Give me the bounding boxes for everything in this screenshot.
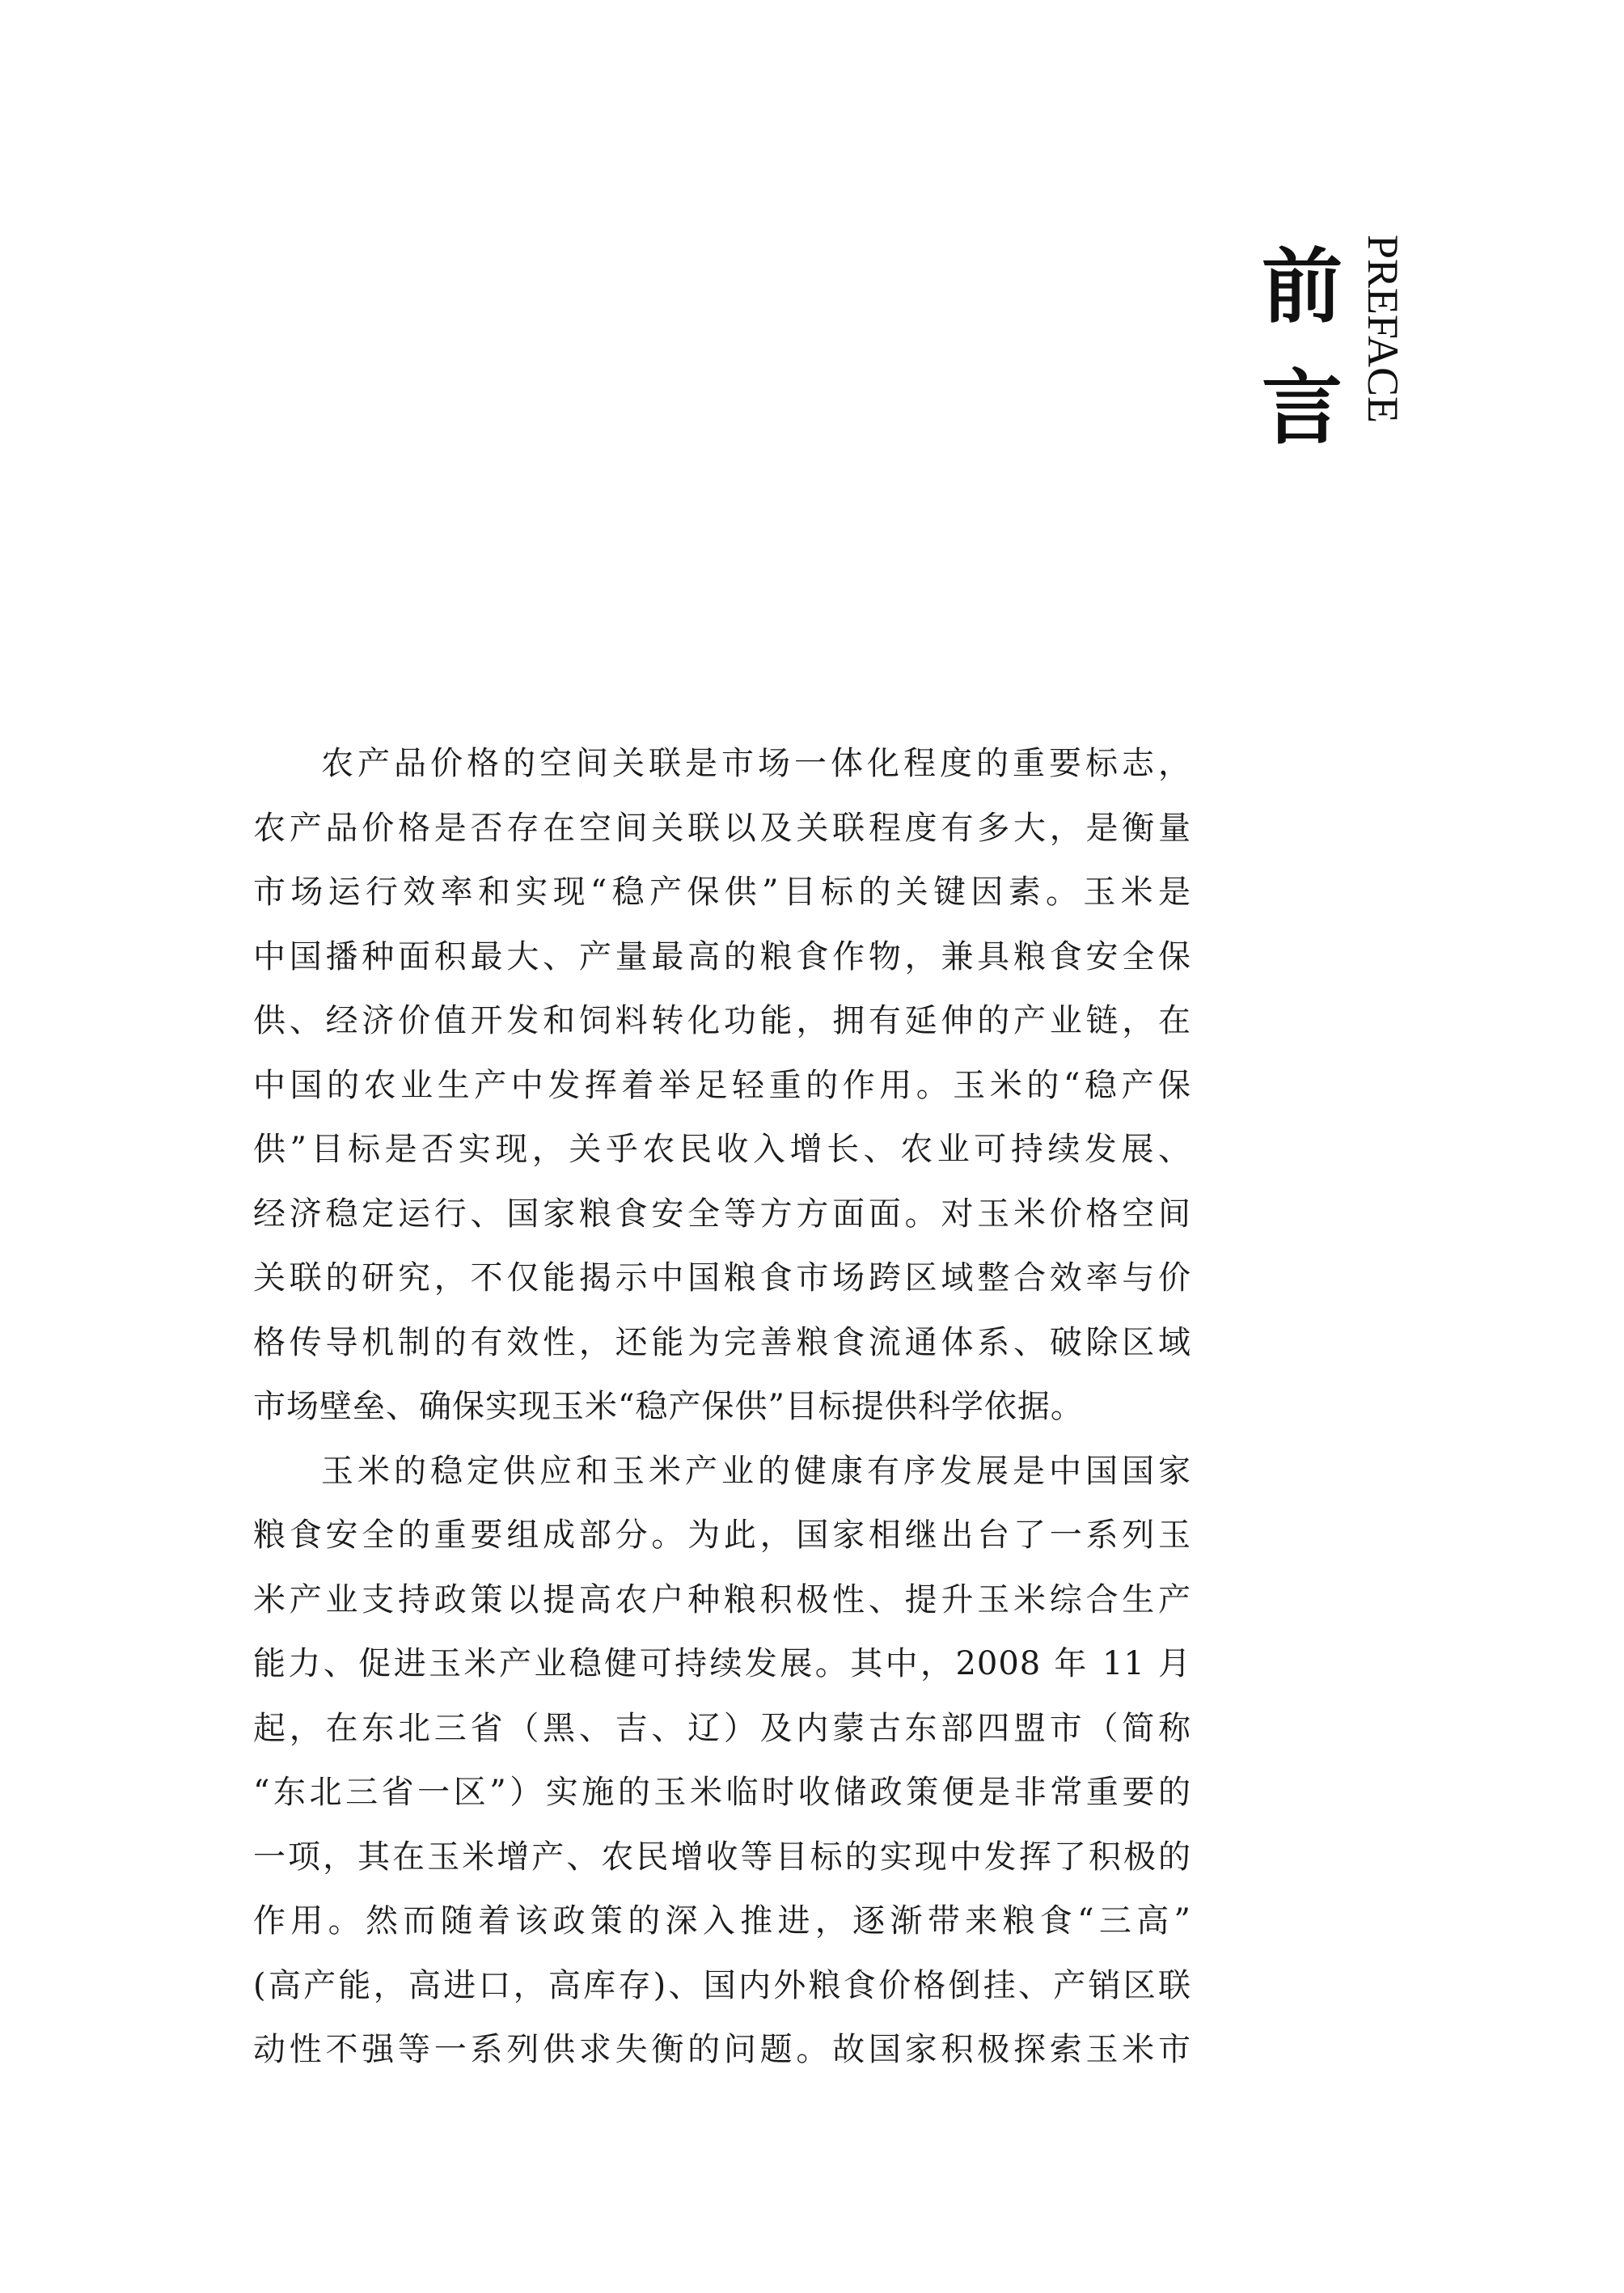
text-line: 中国的农业生产中发挥着举足轻重的作用。玉米的“稳产保 bbox=[253, 1066, 1191, 1104]
text-line: 米产业支持政策以提高农户种粮积极性、提升玉米综合生产 bbox=[253, 1580, 1191, 1618]
text-line: 粮食安全的重要组成部分。为此，国家相继出台了一系列玉 bbox=[253, 1517, 1191, 1554]
paragraph-2 bbox=[253, 1440, 1191, 2083]
text-line: 关联的研究，不仅能揭示中国粮食市场跨区域整合效率与价 bbox=[253, 1259, 1191, 1297]
text-line: 动性不强等一系列供求失衡的问题。故国家积极探索玉米市 bbox=[253, 2031, 1191, 2068]
text-line: 玉米的稳定供应和玉米产业的健康有序发展是中国国家 bbox=[321, 1452, 1191, 1490]
text-line: 一项，其在玉米增产、农民增收等目标的实现中发挥了积极的 bbox=[253, 1838, 1191, 1876]
heading-char: 言 bbox=[1262, 361, 1343, 455]
paragraph-1 bbox=[253, 732, 1191, 1440]
body-text bbox=[253, 732, 1191, 2083]
heading-title-chinese bbox=[1262, 226, 1351, 469]
text-line: 作用。然而随着该政策的深入推进，逐渐带来粮食“三高” bbox=[253, 1902, 1191, 1940]
text-line: 农产品价格是否存在空间关联以及关联程度有多大，是衡量 bbox=[253, 809, 1191, 847]
text-line: “东北三省一区”）实施的玉米临时收储政策便是非常重要的 bbox=[253, 1774, 1191, 1811]
text-line: 经济稳定运行、国家粮食安全等方方面面。对玉米价格空间 bbox=[253, 1195, 1191, 1233]
heading-subtitle-english: PREFACE bbox=[1359, 235, 1407, 424]
text-line: 供、经济价值开发和饲料转化功能，拥有延伸的产业链，在 bbox=[253, 1002, 1191, 1039]
text-line: (高产能，高进口，高库存)、国内外粮食价格倒挂、产销区联 bbox=[253, 1966, 1191, 2004]
preface-heading bbox=[1262, 226, 1423, 469]
text-line: 能力、促进玉米产业稳健可持续发展。其中，2008 年 11 月 bbox=[253, 1645, 1191, 1682]
text-line: 供”目标是否实现，关乎农民收入增长、农业可持续发展、 bbox=[253, 1131, 1191, 1168]
text-line: 农产品价格的空间关联是市场一体化程度的重要标志， bbox=[321, 745, 1191, 782]
text-line: 中国播种面积最大、产量最高的粮食作物，兼具粮食安全保 bbox=[253, 937, 1191, 975]
text-line: 市场运行效率和实现“稳产保供”目标的关键因素。玉米是 bbox=[253, 874, 1191, 911]
text-line: 市场壁垒、确保实现玉米“稳产保供”目标提供科学依据。 bbox=[253, 1388, 1084, 1425]
text-line: 格传导机制的有效性，还能为完善粮食流通体系、破除区域 bbox=[253, 1323, 1191, 1361]
heading-char: 前 bbox=[1262, 239, 1343, 334]
text-line: 起，在东北三省（黑、吉、辽）及内蒙古东部四盟市（简称 bbox=[253, 1709, 1191, 1747]
